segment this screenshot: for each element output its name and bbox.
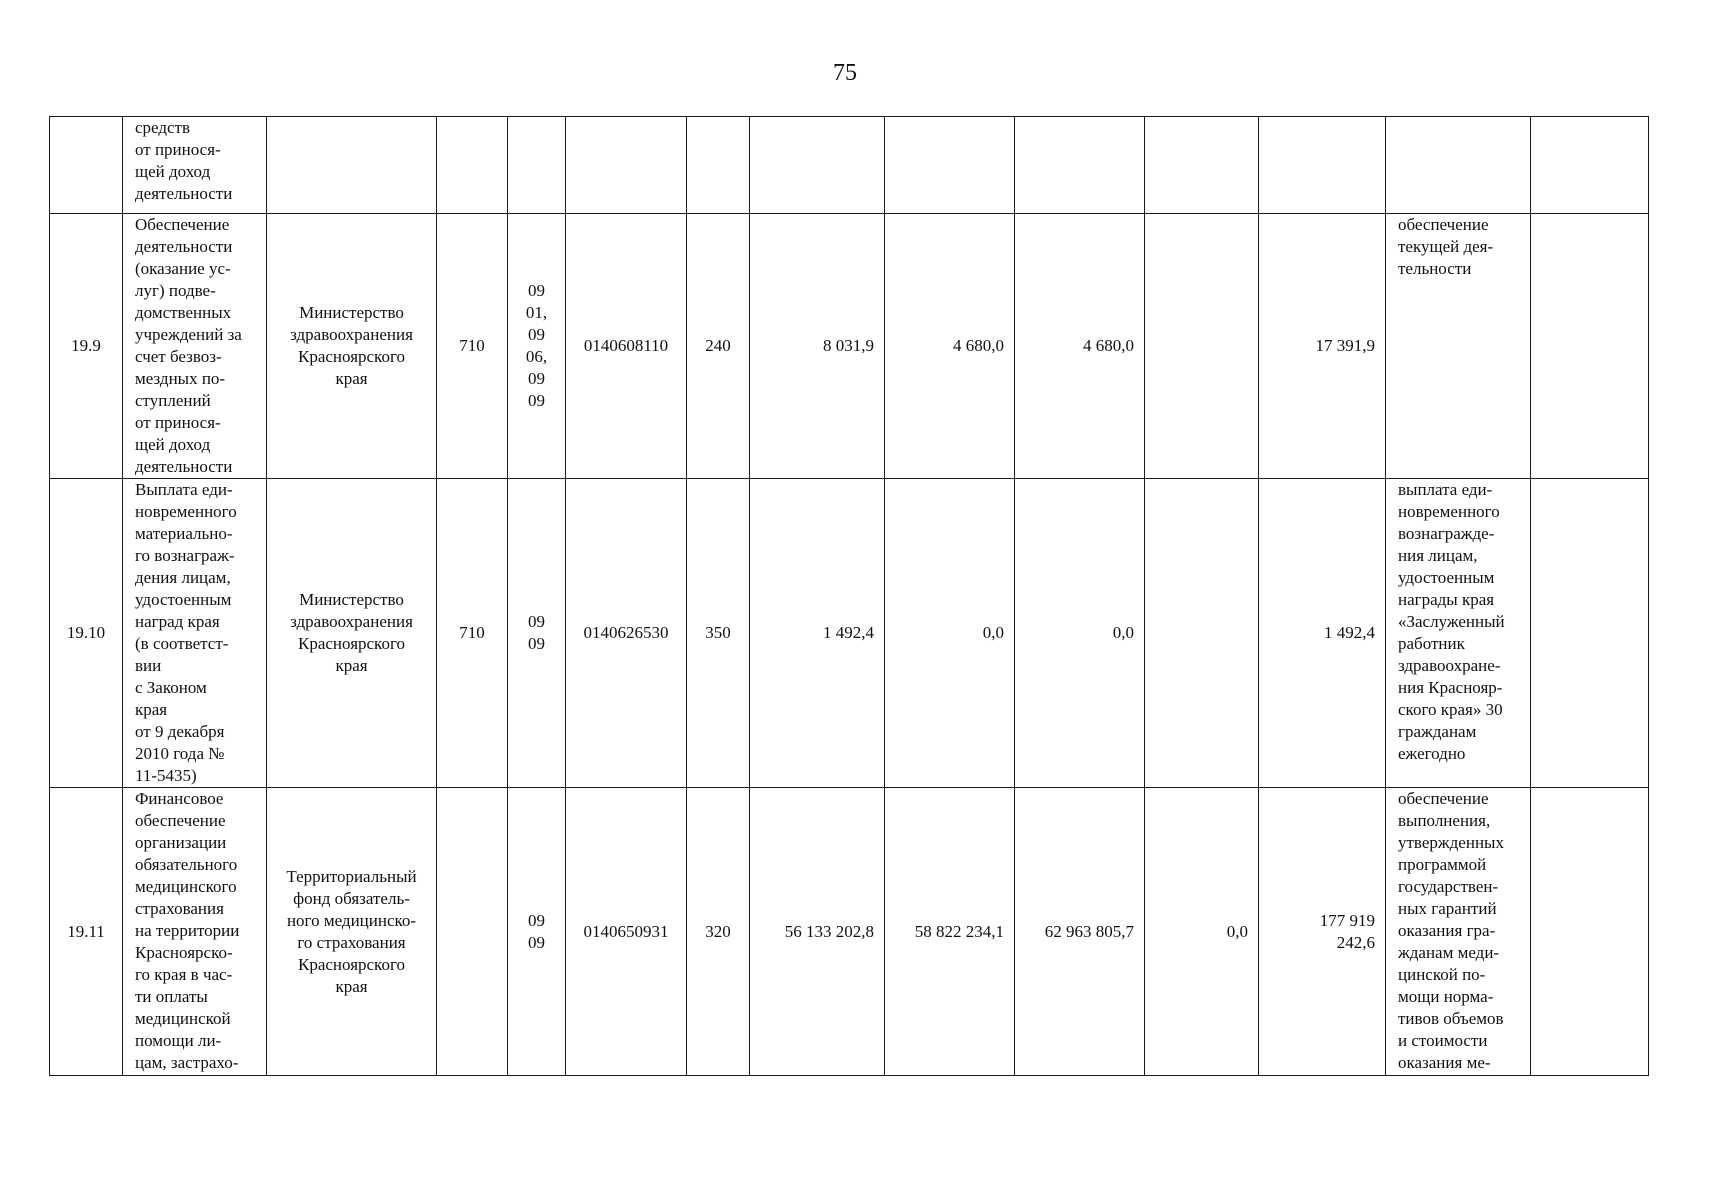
target-article-code — [566, 117, 687, 214]
extra-cell — [1531, 214, 1649, 479]
section-code: 09 09 — [508, 479, 566, 788]
section-code — [508, 117, 566, 214]
table-row — [50, 214, 1649, 479]
amount-year-4 — [1145, 117, 1259, 214]
expense-type-code: 350 — [687, 479, 750, 788]
expected-result: обеспечение текущей дея- тельности — [1386, 214, 1531, 479]
section-code: 09 09 — [508, 788, 566, 1076]
responsible-body: Территориальный фонд обязатель- ного медицинско- го страхования Красноярского края — [267, 788, 437, 1076]
amount-year-2 — [885, 117, 1015, 214]
section-code: 09 01, 09 06, 09 09 — [508, 214, 566, 479]
amount-year-3: 4 680,0 — [1015, 214, 1145, 479]
responsible-body — [267, 117, 437, 214]
expected-result: выплата еди- новременного вознагражде- ния лицам, удостоенным награды края «Заслуженный работник здравоохране- ния Краснояр- ского края» 30 гражданам ежегодно — [1386, 479, 1531, 788]
row-number: 19.10 — [50, 479, 123, 788]
budget-table — [49, 116, 1649, 1076]
expense-type-code: 320 — [687, 788, 750, 1076]
amount-total: 17 391,9 — [1259, 214, 1386, 479]
amount-year-1: 1 492,4 — [750, 479, 885, 788]
ministry-code — [437, 788, 508, 1076]
table-row — [50, 788, 1649, 1076]
ministry-code — [437, 117, 508, 214]
row-number — [50, 117, 123, 214]
amount-year-2: 4 680,0 — [885, 214, 1015, 479]
measure-name: Выплата еди- новременного материально- го вознаграж- дения лицам, удостоенным наград края (в соответст- вии с Законом края от 9 декабря 2010 года № 11-5435) — [123, 479, 267, 788]
ministry-code: 710 — [437, 214, 508, 479]
amount-year-2: 58 822 234,1 — [885, 788, 1015, 1076]
target-article-code: 0140650931 — [566, 788, 687, 1076]
row-number: 19.11 — [50, 788, 123, 1076]
amount-year-1 — [750, 117, 885, 214]
expected-result: обеспечение выполнения, утвержденных программой государствен- ных гарантий оказания гра- жданам меди- цинской по- мощи норма- тивов объемов и стоимости оказания ме- — [1386, 788, 1531, 1076]
amount-year-4 — [1145, 214, 1259, 479]
measure-name: Обеспечение деятельности (оказание ус- луг) подве- домственных учреждений за счет безвоз- мездных по- ступлений от принося- щей доход деятельности — [123, 214, 267, 479]
row-number: 19.9 — [50, 214, 123, 479]
table-row — [50, 117, 1649, 214]
responsible-body: Министерство здравоохранения Красноярского края — [267, 214, 437, 479]
amount-year-3 — [1015, 117, 1145, 214]
amount-year-4 — [1145, 479, 1259, 788]
amount-year-2: 0,0 — [885, 479, 1015, 788]
ministry-code: 710 — [437, 479, 508, 788]
measure-name: Финансовое обеспечение организации обязательного медицинского страхования на территории Красноярско- го края в час- ти оплаты медицинской помощи ли- цам, застрахо- — [123, 788, 267, 1076]
amount-total: 1 492,4 — [1259, 479, 1386, 788]
amount-year-3: 0,0 — [1015, 479, 1145, 788]
amount-year-1: 56 133 202,8 — [750, 788, 885, 1076]
target-article-code: 0140608110 — [566, 214, 687, 479]
amount-total: 177 919 242,6 — [1259, 788, 1386, 1076]
amount-total — [1259, 117, 1386, 214]
amount-year-4: 0,0 — [1145, 788, 1259, 1076]
table-row — [50, 479, 1649, 788]
extra-cell — [1531, 788, 1649, 1076]
expense-type-code: 240 — [687, 214, 750, 479]
target-article-code: 0140626530 — [566, 479, 687, 788]
measure-name: средств от принося- щей доход деятельности — [123, 117, 267, 214]
responsible-body: Министерство здравоохранения Красноярского края — [267, 479, 437, 788]
amount-year-1: 8 031,9 — [750, 214, 885, 479]
extra-cell — [1531, 479, 1649, 788]
amount-year-3: 62 963 805,7 — [1015, 788, 1145, 1076]
extra-cell — [1531, 117, 1649, 214]
expected-result — [1386, 117, 1531, 214]
expense-type-code — [687, 117, 750, 214]
page-number: 75 — [833, 60, 857, 86]
